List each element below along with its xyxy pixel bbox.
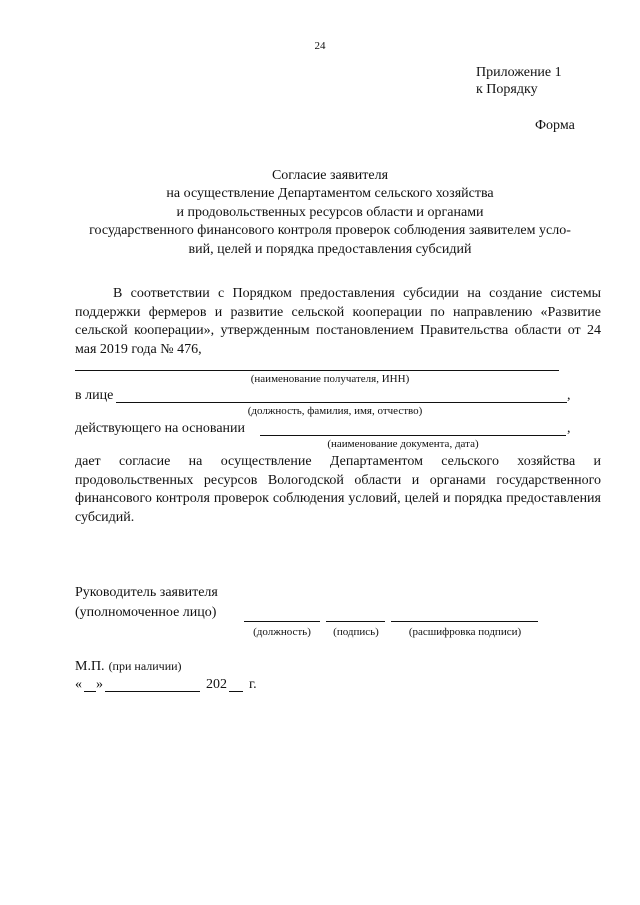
date-month-input[interactable] — [105, 691, 200, 692]
intro-paragraph — [75, 285, 601, 359]
basis-caption: (наименование документа, дата) — [327, 438, 479, 450]
person-input-line[interactable] — [116, 402, 567, 403]
date-year-prefix: 202 — [206, 677, 227, 692]
signature-role-line2: (уполномоченное лицо) — [75, 605, 217, 620]
stamp-label: М.П. — [75, 659, 105, 674]
date-year-suffix: г. — [249, 677, 257, 692]
appendix-line-2: к Порядку — [476, 82, 538, 97]
page-number: 24 — [314, 40, 326, 52]
decoding-input-line[interactable] — [391, 621, 538, 622]
signature-role-line1: Руководитель заявителя — [75, 585, 218, 600]
caption-position: (должность) — [253, 626, 311, 638]
title-line: вий, целей и порядка предоставления субсидий — [188, 241, 472, 257]
caption-decoding: (расшифровка подписи) — [408, 626, 522, 638]
stamp-note: (при наличии) — [108, 659, 182, 673]
title-line: Согласие заявителя — [271, 168, 389, 183]
document-title — [60, 167, 600, 259]
recipient-input-line[interactable] — [75, 370, 559, 371]
date-quote-close: » — [96, 677, 103, 692]
position-input-line[interactable] — [244, 621, 320, 622]
person-label: в лице — [75, 388, 114, 403]
signature-input-line[interactable] — [326, 621, 385, 622]
date-day-input[interactable] — [84, 691, 96, 692]
person-caption: (должность, фамилия, имя, отчество) — [247, 405, 423, 417]
consent-paragraph: дает согласие на осуществление Департаментом сельского хозяйства и продовольственных ресурсов Вологодской области и органами государственного финансового контроля проверок соблюдения условий, целей и порядка предоставления субсидий. — [75, 454, 601, 525]
title-line: на осуществление Департаментом сельского хозяйства — [166, 186, 494, 202]
caption-signature: (подпись) — [333, 626, 379, 638]
appendix-line-1: Приложение 1 — [476, 65, 562, 80]
title-line: и продовольственных ресурсов области и органами — [176, 204, 484, 220]
title-line: государственного финансового контроля проверок соблюдения заявителем усло- — [89, 223, 571, 239]
intro-paragraph-text: В соответствии с Порядком предоставления субсидии на создание системы поддержки фермеров и развитие сельской кооперации по направлению «Развитие сельской кооперации», утвержденным постановлением Правительства области от 24 мая 2019 года № 476, — [75, 286, 601, 357]
stamp-block — [75, 657, 182, 675]
basis-label: действующего на основании — [75, 421, 246, 436]
basis-comma: , — [567, 421, 571, 436]
form-label: Форма — [535, 118, 575, 133]
person-comma: , — [567, 388, 571, 403]
date-year-input[interactable] — [229, 691, 243, 692]
basis-input-line[interactable] — [260, 435, 566, 436]
recipient-caption: (наименование получателя, ИНН) — [250, 373, 410, 385]
appendix-reference — [476, 64, 562, 98]
date-quote-open: « — [75, 677, 82, 692]
